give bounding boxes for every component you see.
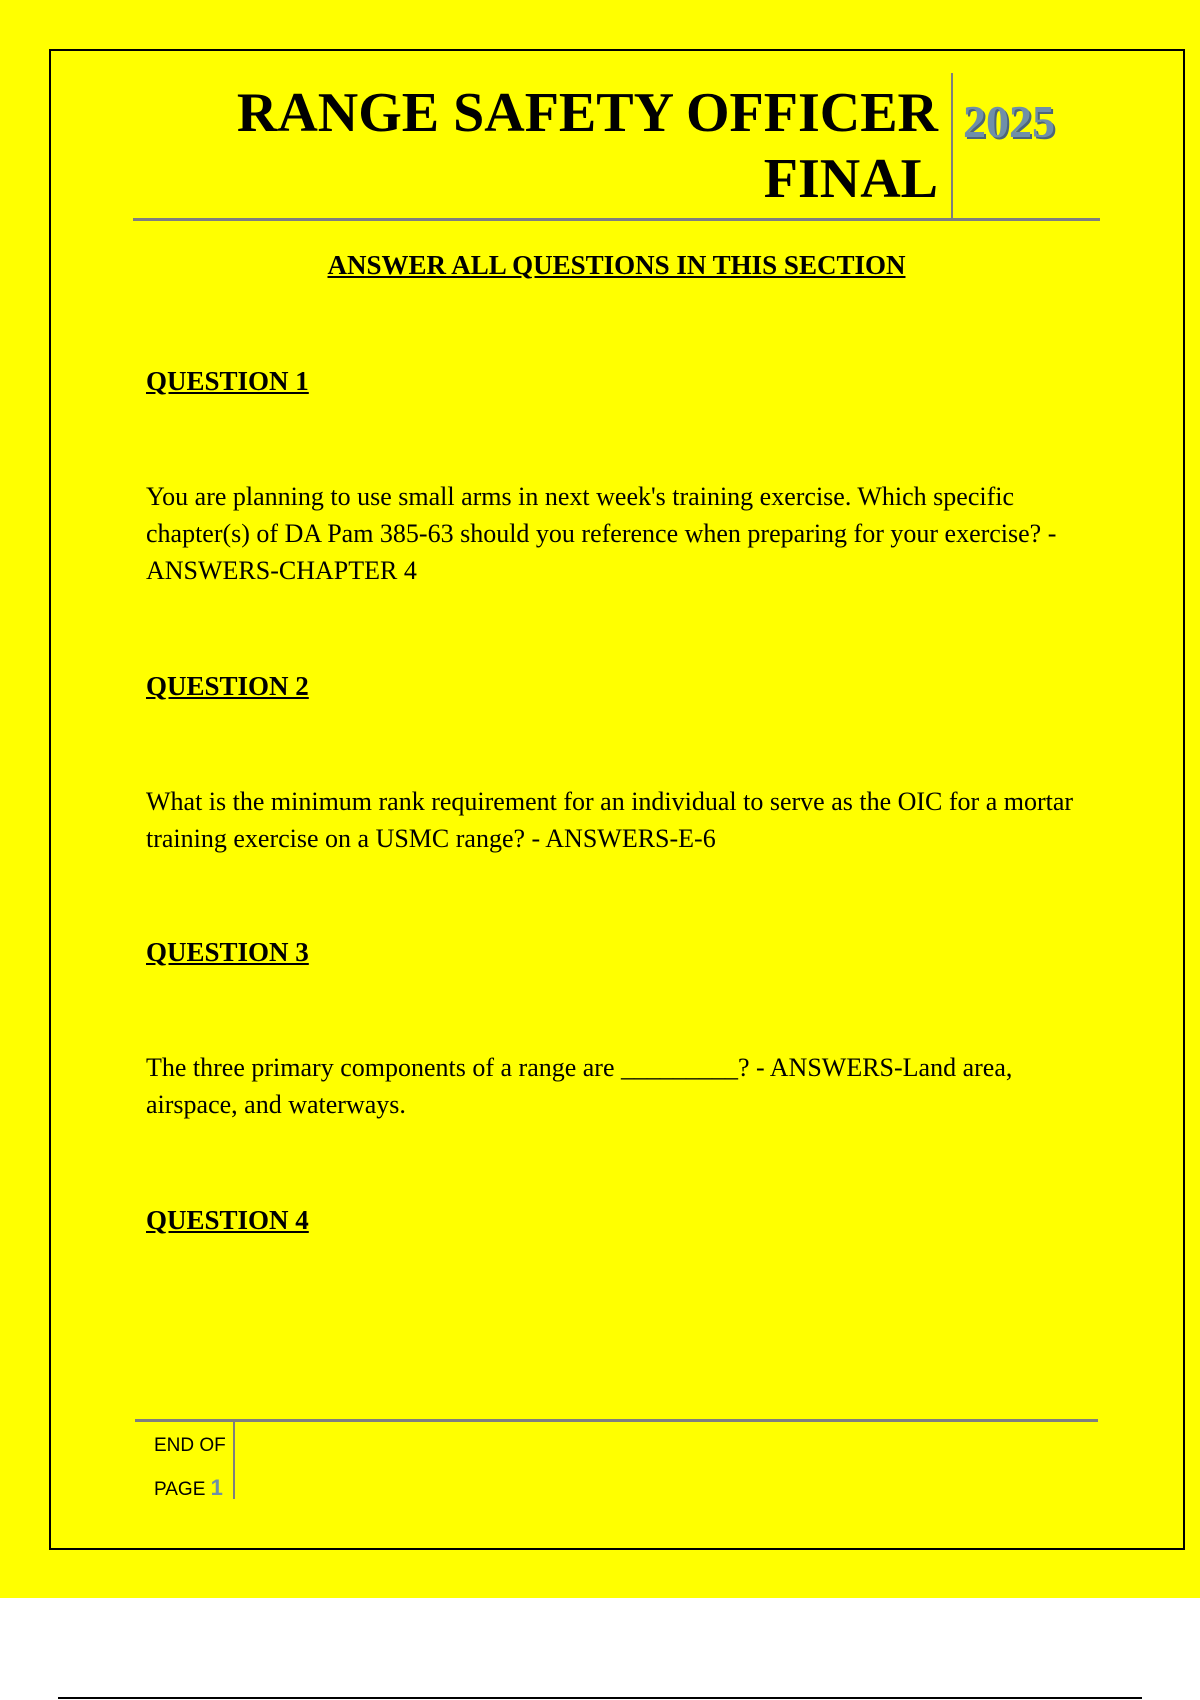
footer-page-label — [154, 1425, 226, 1511]
footer-divider-vertical — [233, 1422, 235, 1499]
section-instruction: ANSWER ALL QUESTIONS IN THIS SECTION — [327, 250, 906, 280]
question-2-heading: QUESTION 2 — [146, 671, 309, 701]
question-4-heading: QUESTION 4 — [146, 1205, 309, 1235]
header-divider-vertical — [951, 73, 953, 219]
question-1-text: You are planning to use small arms in next week's training exercise. Which specific chapter(s) of DA Pam 385-63 should you reference when preparing for your exercise? - ANSWERS-CHAPTER 4 — [146, 482, 1057, 585]
question-1-heading: QUESTION 1 — [146, 366, 309, 396]
question-3-heading: QUESTION 3 — [146, 937, 309, 967]
next-page-rule — [58, 1697, 1142, 1699]
title-line-2: FINAL — [763, 148, 938, 210]
question-2-text: What is the minimum rank requirement for an individual to serve as the OIC for a mortar training exercise on a USMC range? - ANSWERS-E-6 — [146, 787, 1074, 853]
footer-page-word: PAGE — [154, 1479, 206, 1500]
document-title — [150, 80, 938, 212]
footer-end-of: END OF — [154, 1435, 226, 1456]
header-year: 2025 — [963, 96, 1055, 147]
footer-page-line — [154, 1467, 226, 1511]
title-line-1: RANGE SAFETY OFFICER — [236, 82, 938, 144]
footer-page-number: 1 — [210, 1475, 223, 1500]
footer-divider-horizontal — [135, 1419, 1098, 1422]
question-3-text: The three primary components of a range are _________? - ANSWERS-Land area, airspace, and waterways. — [146, 1053, 1013, 1119]
header-divider-horizontal — [133, 218, 1100, 221]
